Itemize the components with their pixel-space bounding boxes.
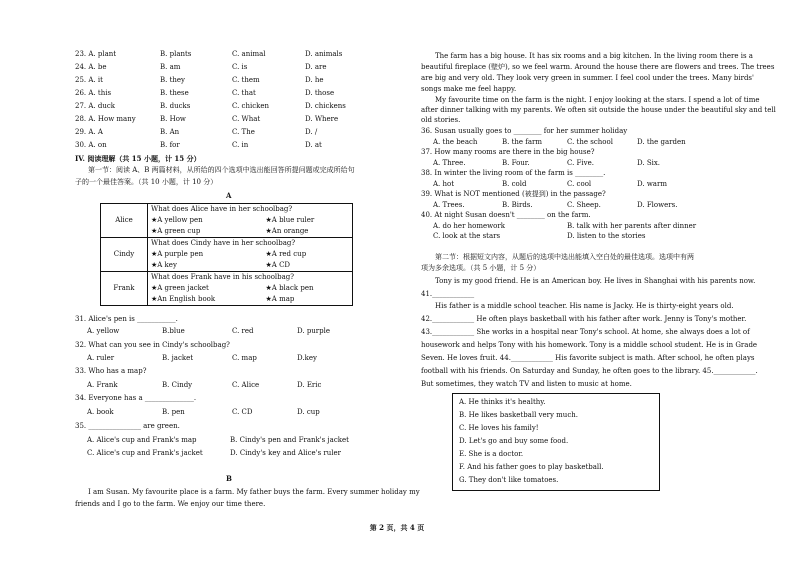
section-instructions: 子的一个最佳答案。（共 10 小题，计 10 分）	[75, 178, 218, 186]
mc-option: D. /	[305, 128, 318, 136]
answer-option: B. Cindy	[162, 381, 193, 389]
question-stem: 40. At night Susan doesn't ________ on the farm.	[421, 211, 591, 219]
passage-line: The farm has a big house. It has six rooms and a big kitchen. In the living room there is a	[435, 52, 753, 60]
question-stem: 37. How many rooms are there in the big house?	[421, 148, 595, 156]
schoolbag-table	[100, 203, 353, 306]
passage-line: My favourite time on the farm is the night. I enjoy looking at the stars. I spend a lot of time	[435, 96, 760, 104]
mc-option: C. in	[232, 141, 249, 149]
table-cell-item: ★A purple pen	[148, 249, 263, 260]
answer-option: C. Alice	[232, 381, 260, 389]
answer-option: A. Frank	[87, 381, 118, 389]
cloze-line: 41.____________	[421, 290, 475, 298]
passage-line: after dinner talking with my parents. We often sit outside the house under the beautiful sky and tell	[421, 106, 776, 114]
mc-option: C. The	[232, 128, 255, 136]
mc-row: 23. A. plant	[75, 50, 117, 58]
section-instructions: 第二节：根据短文内容，从题后的选项中选出能填入空白处的最佳选项。选项中有两	[435, 253, 694, 261]
answer-option: D. the garden	[637, 138, 686, 146]
table-cell-name: Cindy	[101, 238, 148, 272]
answer-option: B. jacket	[162, 354, 194, 362]
option-item: D. Let's go and buy some food.	[459, 437, 569, 445]
table-cell-item: ★A key	[148, 260, 263, 272]
answer-option: B. Cindy's pen and Frank's jacket	[230, 436, 349, 444]
mc-row: 24. A. be	[75, 63, 107, 71]
answer-option: B. cold	[502, 180, 527, 188]
table-cell-item: ★A black pen	[263, 283, 353, 294]
mc-row: 30. A. on	[75, 141, 107, 149]
cloze-line: 42.____________ He often plays basketball with his father after work. Jenny is Tony's mother.	[421, 315, 747, 323]
answer-option: D. Eric	[297, 381, 322, 389]
table-cell-item: ★An English book	[148, 294, 263, 306]
table-cell-item: ★A green jacket	[148, 283, 263, 294]
answer-option: D.key	[297, 354, 317, 362]
answer-option: C. cool	[567, 180, 592, 188]
mc-option: C. them	[232, 76, 260, 84]
table-cell-name: Alice	[101, 204, 148, 238]
mc-option: B. these	[160, 89, 189, 97]
answer-option: B. Birds.	[502, 201, 533, 209]
answer-option: D. cup	[297, 408, 320, 416]
mc-option: C. is	[232, 63, 248, 71]
option-item: B. He likes basketball very much.	[459, 411, 578, 419]
mc-row: 26. A. this	[75, 89, 112, 97]
cloze-line: But sometimes, they watch TV and listen to music at home.	[421, 380, 632, 388]
answer-option: B. pen	[162, 408, 185, 416]
answer-option: A. Alice's cup and Frank's map	[87, 436, 197, 444]
answer-option: C. the school	[567, 138, 613, 146]
answer-option: C. map	[232, 354, 257, 362]
passage-line: beautiful fireplace (壁炉), so we feel warm. Around the house there are flowers and trees. The trees	[421, 63, 775, 71]
answer-option: A. Three.	[433, 159, 466, 167]
cloze-line: football with his friends. On Saturday and Sunday, he often goes to the library. 45.____________.	[421, 367, 758, 375]
mc-option: C. What	[232, 115, 261, 123]
question-stem: 35. _______________ are green.	[75, 422, 180, 430]
mc-option: C. chicken	[232, 102, 270, 110]
mc-option: B. An	[160, 128, 180, 136]
answer-option: D. Flowers.	[637, 201, 678, 209]
answer-option: B.blue	[162, 327, 185, 335]
question-stem: 36. Susan usually goes to ________ for her summer holiday	[421, 127, 628, 135]
cloze-line: Tony is my good friend. He is an American boy. He lives in Shanghai with his parents now.	[435, 277, 756, 285]
passage-line: friends and I go to the farm. We enjoy our time there.	[75, 500, 266, 508]
mc-option: D. chickens	[305, 102, 346, 110]
table-row	[101, 238, 353, 250]
passage-line: old stories.	[421, 116, 461, 124]
option-item: F. And his father goes to play basketball.	[459, 463, 604, 471]
question-stem: 33. Who has a map?	[75, 367, 147, 375]
answer-option: C. Five.	[567, 159, 594, 167]
mc-option: D. those	[305, 89, 335, 97]
answer-option: D. Six.	[637, 159, 661, 167]
table-row	[101, 204, 353, 216]
mc-row: 28. A. How many	[75, 115, 136, 123]
mc-option: D. Where	[305, 115, 339, 123]
answer-option: C. look at the stars	[433, 232, 501, 240]
table-cell-question: What does Frank have in his schoolbag?	[148, 272, 353, 284]
answer-option: C. Sheep.	[567, 201, 601, 209]
answer-option: B. talk with her parents after dinner	[567, 222, 697, 230]
cloze-line: 43.____________ She works in a hospital near Tony's school. At home, she always does a lot of	[421, 328, 750, 336]
mc-row: 25. A. it	[75, 76, 103, 84]
mc-row: 29. A. A	[75, 128, 103, 136]
mc-option: C. animal	[232, 50, 266, 58]
passage-line: are big and very old. They look very green in summer. I feel cool under the trees. Many birds'	[421, 74, 754, 82]
answer-option: D. warm	[637, 180, 667, 188]
table-cell-question: What does Cindy have in her schoolbag?	[148, 238, 353, 250]
option-item: A. He thinks it's healthy.	[459, 398, 546, 406]
cloze-line: Seven. He loves fruit. 44.____________ His favorite subject is math. After school, he often plays	[421, 354, 755, 362]
cloze-line: housework and helps Tony with his homework. Tony is a middle school student. He is in Grade	[421, 341, 758, 349]
question-stem: 38. In winter the living room of the farm is ________.	[421, 169, 606, 177]
answer-option: D. Cindy's key and Alice's ruler	[230, 449, 341, 457]
question-stem: 39. What is NOT mentioned (被提到) in the passage?	[421, 190, 606, 198]
option-item: G. They don't like tomatoes.	[459, 476, 559, 484]
mc-row: 27. A. duck	[75, 102, 116, 110]
table-row	[101, 272, 353, 284]
table-cell-item: ★A green cup	[148, 226, 263, 238]
answer-option: A. the beach	[433, 138, 478, 146]
part-a-label: A	[226, 191, 232, 200]
mc-option: B. plants	[160, 50, 192, 58]
answer-option: D. listen to the stories	[567, 232, 646, 240]
question-stem: 34. Everyone has a ______________.	[75, 394, 197, 402]
mc-option: D. are	[305, 63, 327, 71]
option-item: C. He loves his family!	[459, 424, 539, 432]
cloze-line: His father is a middle school teacher. His name is Jacky. He is thirty-eight years old.	[435, 302, 734, 310]
question-stem: 32. What can you see in Cindy's schoolbag?	[75, 341, 230, 349]
passage-line: songs make me feel happy.	[421, 85, 517, 93]
answer-option: C. red	[232, 327, 254, 335]
table-cell-item: ★A red cup	[263, 249, 353, 260]
mc-option: D. he	[305, 76, 324, 84]
mc-option: D. animals	[305, 50, 343, 58]
table-cell-question: What does Alice have in her schoolbag?	[148, 204, 353, 216]
answer-option: C. CD	[232, 408, 253, 416]
mc-option: B. for	[160, 141, 180, 149]
table-cell-item: ★A yellow pen	[148, 215, 263, 226]
section-heading: IV. 阅读理解（共 15 小题，计 15 分）	[75, 154, 201, 163]
answer-option: A. Trees.	[433, 201, 465, 209]
option-item: E. She is a doctor.	[459, 450, 524, 458]
table-cell-item: ★An orange	[263, 226, 353, 238]
table-cell-item: ★A blue ruler	[263, 215, 353, 226]
mc-option: B. How	[160, 115, 186, 123]
answer-option: B. the farm	[502, 138, 543, 146]
table-cell-item: ★A map	[263, 294, 353, 306]
answer-option: B. Four.	[502, 159, 530, 167]
question-stem: 31. Alice's pen is ___________.	[75, 315, 178, 323]
mc-option: B. am	[160, 63, 181, 71]
answer-option: A. ruler	[87, 354, 115, 362]
part-b-label: B	[226, 474, 232, 483]
mc-option: D. at	[305, 141, 322, 149]
section-instructions: 项为多余选项。（共 5 小题，计 5 分）	[421, 264, 541, 272]
answer-option: A. hot	[433, 180, 455, 188]
answer-option: A. do her homework	[433, 222, 505, 230]
table-cell-name: Frank	[101, 272, 148, 306]
mc-option: B. ducks	[160, 102, 191, 110]
mc-option: B. they	[160, 76, 186, 84]
answer-option: A. yellow	[87, 327, 120, 335]
page-footer: 第 2 页，共 4 页	[369, 523, 425, 532]
answer-option: C. Alice's cup and Frank's jacket	[87, 449, 203, 457]
options-box	[452, 393, 660, 491]
mc-option: C. that	[232, 89, 256, 97]
answer-option: D. purple	[297, 327, 331, 335]
table-cell-item: ★A CD	[263, 260, 353, 272]
section-instructions: 第一节：阅读 A、B 两篇材料，从所给的四个选项中选出能回答所提问题或完成所给句	[88, 166, 355, 174]
answer-option: A. book	[87, 408, 114, 416]
passage-line: I am Susan. My favourite place is a farm. My father buys the farm. Every summer holiday my	[88, 488, 420, 496]
